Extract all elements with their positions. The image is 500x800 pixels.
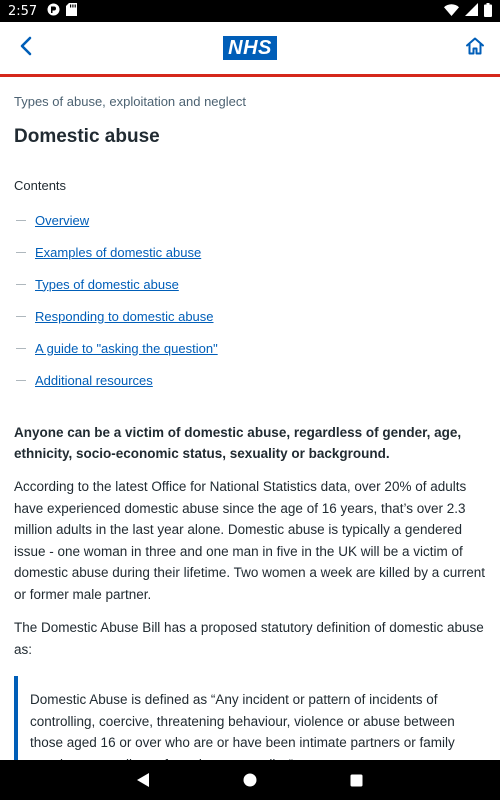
status-bar [0, 0, 500, 22]
contents-list [14, 204, 486, 396]
sd-card-icon [66, 3, 77, 19]
home-circle-icon[interactable] [240, 770, 260, 790]
app-notification-icon [47, 3, 60, 19]
dash-icon [16, 380, 26, 381]
home-button[interactable] [462, 34, 488, 62]
main-content[interactable] [0, 77, 500, 760]
breadcrumb[interactable]: Types of abuse, exploitation and neglect [14, 94, 246, 109]
battery-icon [484, 3, 492, 20]
definition-intro-paragraph: The Domestic Abuse Bill has a proposed statutory definition of domestic abuse as: [14, 620, 484, 657]
page-title: Domestic abuse [14, 126, 160, 147]
contents-link-responding[interactable]: Responding to domestic abuse [35, 308, 214, 324]
dash-icon [16, 316, 26, 317]
definition-inset: Domestic Abuse is defined as “Any incident or pattern of incidents of controlling, coercive, threatening behaviour, violence or abuse between those aged 16 or over who are or have been intimate partners or family [14, 676, 486, 796]
contents-link-resources[interactable]: Additional resources [35, 372, 153, 388]
contents-link-examples[interactable]: Examples of domestic abuse [35, 244, 202, 260]
contents-item [14, 204, 486, 236]
home-icon [465, 36, 485, 61]
contents-label: Contents [14, 178, 67, 193]
contents-link-overview[interactable]: Overview [35, 212, 90, 228]
contents-item [14, 364, 486, 396]
dash-icon [16, 252, 26, 253]
app-header [0, 22, 500, 74]
nhs-logo[interactable]: NHS [223, 36, 277, 60]
signal-icon [465, 3, 478, 19]
contents-link-asking-guide[interactable]: A guide to "asking the question" [35, 340, 218, 356]
contents-item [14, 236, 486, 268]
contents-item [14, 268, 486, 300]
back-triangle-icon[interactable] [133, 770, 153, 790]
back-button[interactable] [14, 34, 38, 62]
dash-icon [16, 284, 26, 285]
recents-square-icon[interactable] [346, 770, 366, 790]
dash-icon [16, 220, 26, 221]
lead-paragraph: Anyone can be a victim of domestic abuse, regardless of gender, age, ethnicity, socio-economic status, sexuality or background. [14, 425, 462, 461]
contents-item [14, 300, 486, 332]
statistics-paragraph: According to the latest Office for National Statistics data, over 20% of adults have experienced domestic abuse since the age of 16 years, that’s over 2.3 million adults in the last year alone. Domestic abuse is typically a gendered issue - one woman in three and one man in five in the UK will be a victim of domestic abuse during their lifetime. Two women a week are killed by a current or former male partner. [14, 479, 485, 602]
chevron-left-icon [19, 36, 33, 61]
system-nav-bar [0, 760, 500, 800]
contents-item [14, 332, 486, 364]
dash-icon [16, 348, 26, 349]
wifi-icon [444, 4, 459, 19]
status-time: 2:57 [8, 3, 38, 19]
contents-link-types[interactable]: Types of domestic abuse [35, 276, 179, 292]
